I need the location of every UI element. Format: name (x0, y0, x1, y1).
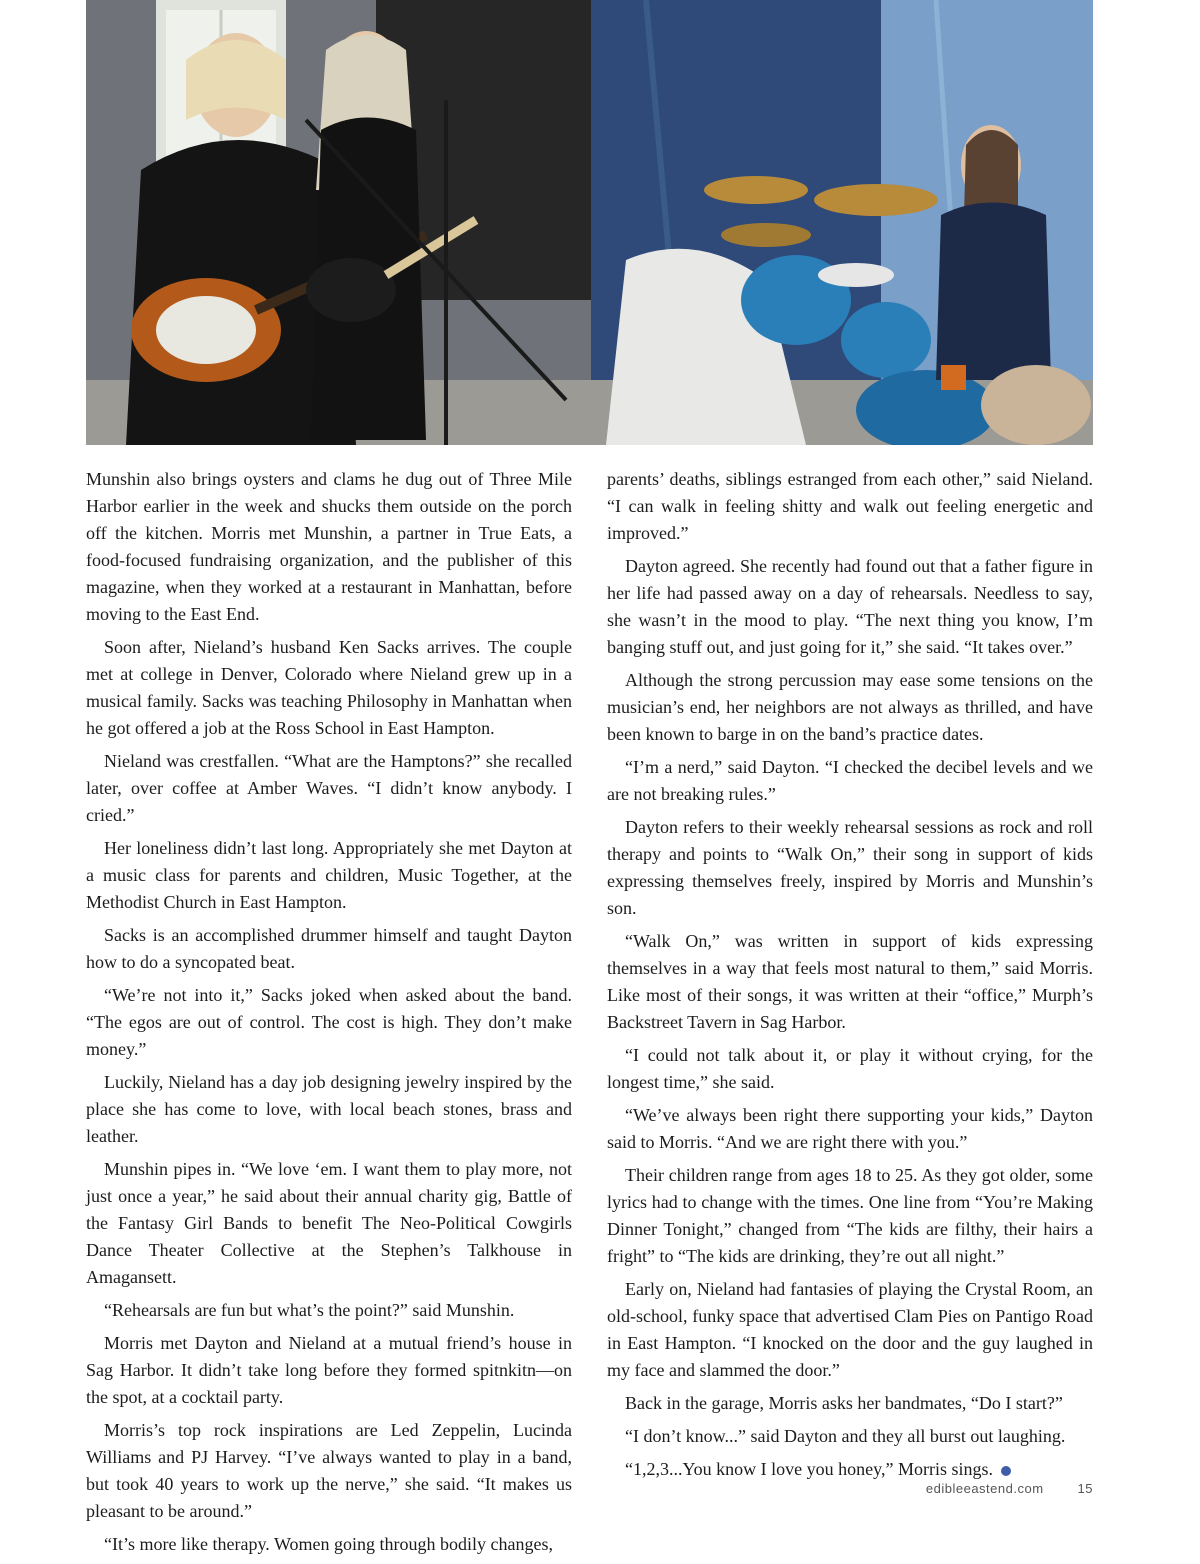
article-column-left (86, 466, 572, 1564)
paragraph: Morris met Dayton and Nieland at a mutual friend’s house in Sag Harbor. It didn’t take long before they formed spitnkitn—on the spot, at a cocktail party. (86, 1333, 572, 1407)
paragraph: Back in the garage, Morris asks her bandmates, “Do I start?” (625, 1393, 1063, 1413)
paragraph: “I’m a nerd,” said Dayton. “I checked the decibel levels and we are not breaking rules.” (607, 757, 1093, 804)
paragraph: Nieland was crestfallen. “What are the Hamptons?” she recalled later, over coffee at Amber Waves. “I didn’t know anybody. I cried.” (86, 751, 572, 825)
paragraph: parents’ deaths, siblings estranged from each other,” said Nieland. “I can walk in feeling shitty and walk out feeling energetic and improved.” (607, 469, 1093, 543)
paragraph: Her loneliness didn’t last long. Appropriately she met Dayton at a music class for parents and children, Music Together, at the Methodist Church in East Hampton. (86, 838, 572, 912)
paragraph: “It’s more like therapy. Women going through bodily changes, (104, 1534, 553, 1554)
article-column-right (607, 466, 1093, 1489)
paragraph: “Rehearsals are fun but what’s the point?” said Munshin. (104, 1300, 515, 1320)
paragraph: “Walk On,” was written in support of kids expressing themselves in a way that feels most natural to them,” said Morris. Like most of their songs, it was written at their “office,” Murph’s Backstreet Tavern in Sag Harbor. (607, 931, 1093, 1032)
paragraph: “I could not talk about it, or play it without crying, for the longest time,” she said. (607, 1045, 1093, 1092)
website-url: edibleeastend.com (925, 1481, 1044, 1496)
closing-paragraph (607, 1456, 1093, 1483)
paragraph: Morris’s top rock inspirations are Led Zeppelin, Lucinda Williams and PJ Harvey. “I’ve always wanted to play in a band, but took 40 years to work up the nerve,” she said. “It makes us pleasant to be around.” (86, 1420, 572, 1521)
paragraph: Dayton agreed. She recently had found out that a father figure in her life had passed away on a day of rehearsals. Needless to say, she wasn’t in the mood to play. “The next thing you know, I’m banging stuff out, and just going for it,” she said. “It takes over.” (607, 556, 1093, 657)
band-photo (86, 0, 1093, 445)
paragraph: Munshin pipes in. “We love ‘em. I want them to play more, not just once a year,” he said about their annual charity gig, Battle of the Fantasy Girl Bands to benefit The Neo-Political Cowgirls Dance Theater Collective at the Stephen’s Talkhouse in Amagansett. (86, 1159, 572, 1287)
paragraph: Early on, Nieland had fantasies of playing the Crystal Room, an old-school, funky space that advertised Clam Pies on Pantigo Road in East Hampton. “I knocked on the door and the guy laughed in my face and slammed the door.” (607, 1279, 1093, 1380)
paragraph: Sacks is an accomplished drummer himself and taught Dayton how to do a syncopated beat. (86, 925, 572, 972)
paragraph: Dayton refers to their weekly rehearsal sessions as rock and roll therapy and points to “Walk On,” their song in support of kids expressing themselves freely, inspired by Morris and Munshin’s son. (607, 817, 1093, 918)
paragraph: Their children range from ages 18 to 25. As they got older, some lyrics had to change with the times. One line from “You’re Making Dinner Tonight,” changed from “The kids are filthy, their hairs a fright” to “The kids are drinking, they’re out all night.” (607, 1165, 1093, 1266)
band-rehearsal-illustration (86, 0, 1093, 445)
paragraph: Although the strong percussion may ease some tensions on the musician’s end, her neighbors are not always as thrilled, and have been known to barge in on the band’s practice dates. (607, 670, 1093, 744)
paragraph: “We’re not into it,” Sacks joked when asked about the band. “The egos are out of control. The cost is high. They don’t make money.” (86, 985, 572, 1059)
paragraph: Luckily, Nieland has a day job designing jewelry inspired by the place she has come to love, with local beach stones, brass and leather. (86, 1072, 572, 1146)
end-of-article-dot-icon (1001, 1466, 1011, 1476)
page-number: 15 (1077, 1481, 1093, 1496)
paragraph: “I don’t know...” said Dayton and they all burst out laughing. (625, 1426, 1066, 1446)
paragraph: Munshin also brings oysters and clams he dug out of Three Mile Harbor earlier in the week and shucks them outside on the porch off the kitchen. Morris met Munshin, a partner in True Eats, a food-focused fundraising organization, and the publisher of this magazine, when they worked at a restaurant in Manhattan, before moving to the East End. (86, 469, 572, 624)
paragraph-text: “1,2,3...You know I love you honey,” Morris sings. (625, 1459, 993, 1479)
paragraph: Soon after, Nieland’s husband Ken Sacks arrives. The couple met at college in Denver, Colorado where Nieland grew up in a musical family. Sacks was teaching Philosophy in Manhattan when he got offered a job at the Ross School in East Hampton. (86, 637, 572, 738)
page-footer (926, 1481, 1093, 1496)
paragraph: “We’ve always been right there supporting your kids,” Dayton said to Morris. “And we are right there with you.” (607, 1105, 1093, 1152)
